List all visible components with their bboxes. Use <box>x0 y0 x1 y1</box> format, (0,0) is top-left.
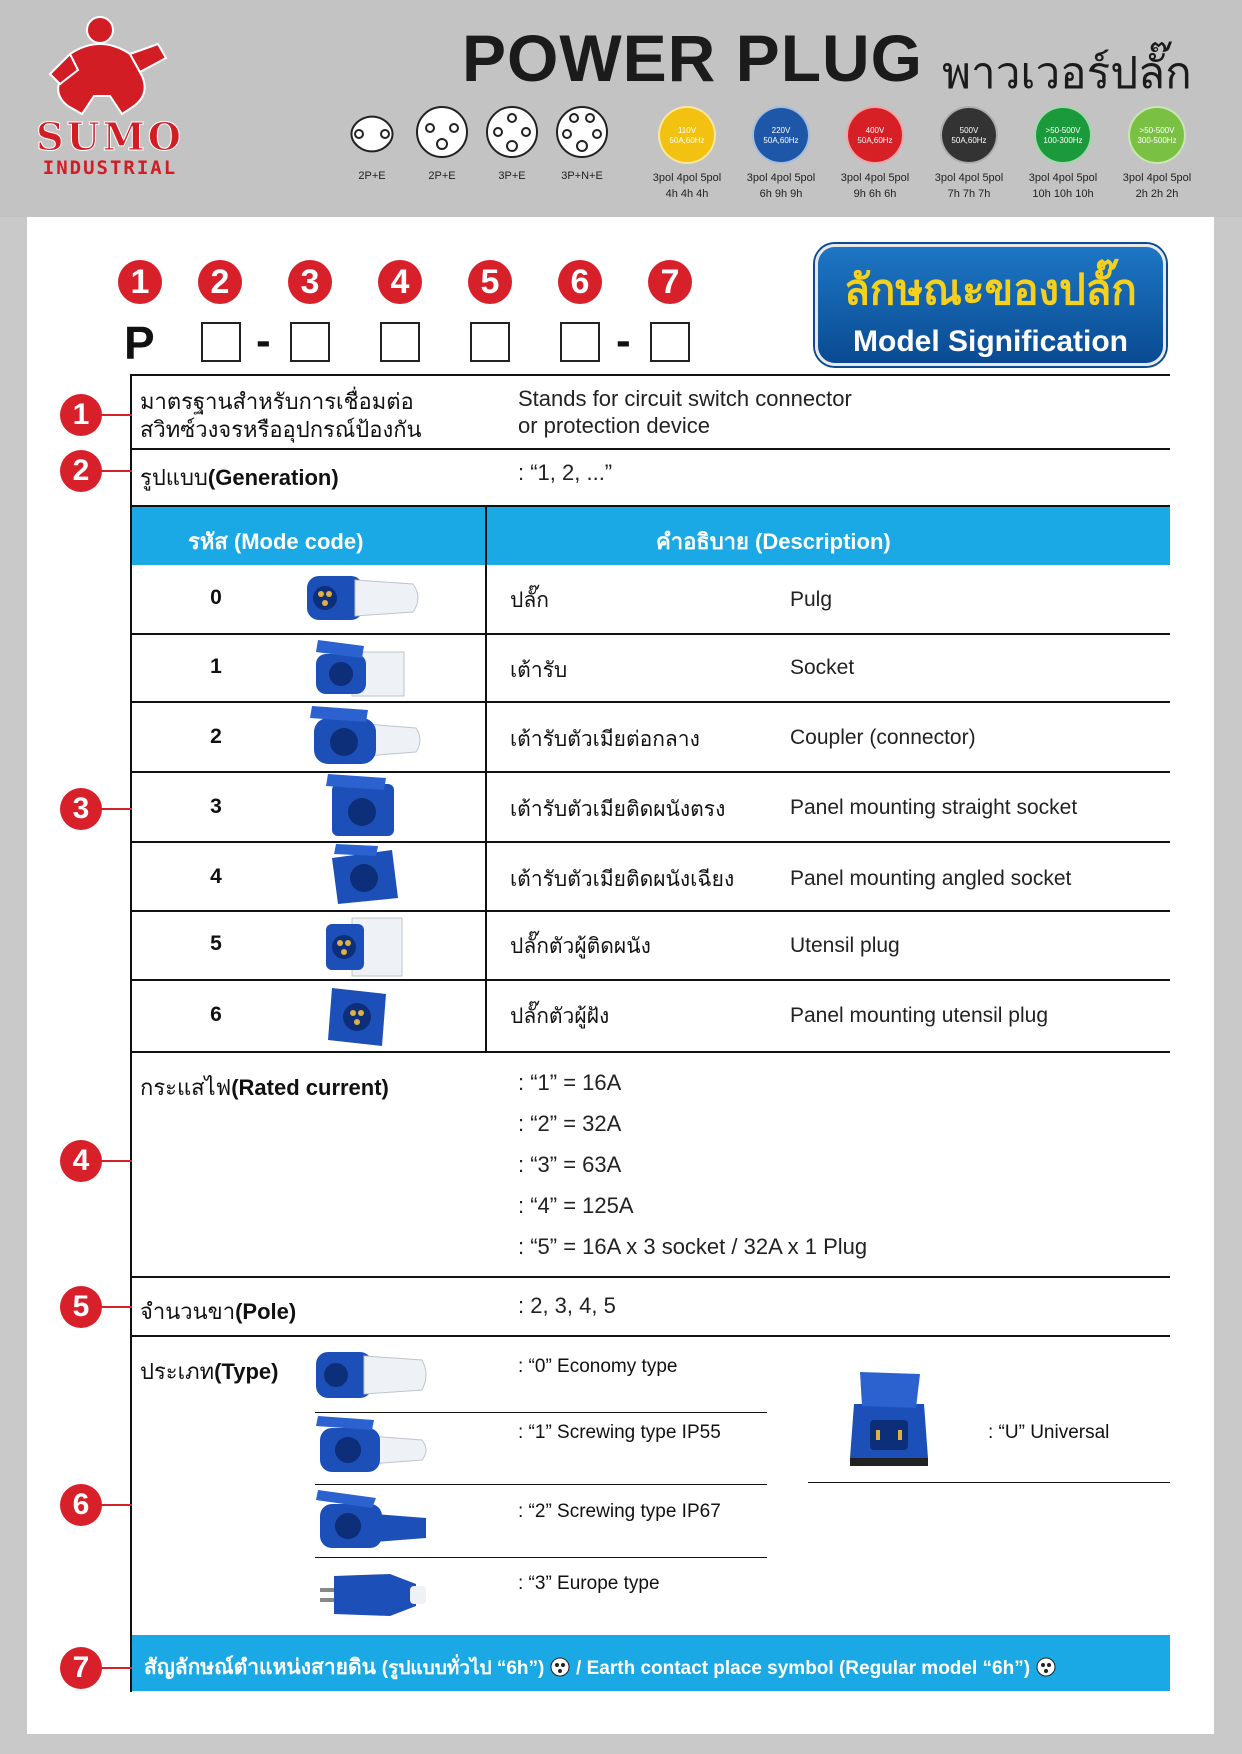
mode-table-column-divider <box>485 507 487 1052</box>
pole-labels: 3pol 4pol 5pol <box>746 172 816 184</box>
pole-hours <box>1016 170 1110 202</box>
hour-labels: 10h 10h 10h <box>1032 188 1094 200</box>
table-left-border <box>130 374 132 1692</box>
divider <box>130 1276 1170 1278</box>
code-digit-7: 7 <box>648 260 692 304</box>
mode-desc-en: Panel mounting straight socket <box>790 796 1078 819</box>
voltage-value: >50-500V <box>1139 126 1175 135</box>
row4-label-thai: กระแสไฟ <box>140 1075 232 1100</box>
mode-code: 4 <box>210 865 222 888</box>
divider <box>130 374 1170 376</box>
marker-stem <box>100 1504 132 1506</box>
europe-plug-icon <box>320 1566 428 1622</box>
current-option: : “1” = 16A <box>518 1070 622 1095</box>
universal-type: : “U” Universal <box>988 1422 1110 1443</box>
socket-pin-icon <box>414 104 470 160</box>
mode-code: 3 <box>210 795 222 818</box>
divider <box>130 448 1170 450</box>
mode-code: 5 <box>210 932 222 955</box>
row1-desc-2: or protection device <box>518 413 710 438</box>
voltage-value: 400V <box>865 126 885 135</box>
mode-code-header-en: (Mode code) <box>233 529 364 554</box>
socket-pin-icon <box>344 104 400 160</box>
pole-labels: 3pol 4pol 5pol <box>840 172 910 184</box>
marker-stem <box>100 808 132 810</box>
row5-label <box>140 1294 296 1329</box>
row1-label-thai-1: มาตรฐานสำหรับการเชื่อมต่อ <box>140 389 414 414</box>
utensil-plug-icon <box>322 914 406 978</box>
description-header <box>656 524 891 559</box>
table-row-divider <box>130 910 1170 912</box>
earth-contact-thai-note: (รูปแบบทั่วไป “6h”) <box>381 1658 545 1679</box>
section-marker-4: 4 <box>60 1140 102 1182</box>
code-box-3 <box>290 322 330 362</box>
ip55-plug-icon <box>314 1414 430 1476</box>
mode-desc-en: Utensil plug <box>790 934 900 957</box>
row4-label <box>140 1070 389 1105</box>
voltage-value: 500V <box>959 126 979 135</box>
row1-desc-1: Stands for circuit switch connector <box>518 386 852 411</box>
sumo-logo <box>30 14 190 189</box>
voltage-500v <box>922 106 1016 202</box>
pole-labels: 3pol 4pol 5pol <box>934 172 1004 184</box>
mode-code: 6 <box>210 1003 222 1026</box>
code-digit-6: 6 <box>558 260 602 304</box>
brand-name: SUMO <box>36 114 184 159</box>
code-box-5 <box>470 322 510 362</box>
page-title-thai: พาวเวอร์ปลั๊ก <box>942 49 1192 98</box>
mode-desc-thai: ปลั๊กตัวผู้ติดผนัง <box>510 935 651 958</box>
divider <box>130 1335 1170 1337</box>
divider <box>808 1482 1170 1483</box>
sumo-wrestler-icon <box>30 14 190 124</box>
section-marker-1: 1 <box>60 394 102 436</box>
pole-hours <box>640 170 734 202</box>
row2-label-thai: รูปแบบ <box>140 465 208 490</box>
code-dash: - <box>616 316 631 365</box>
row6-label-en: (Type) <box>214 1359 279 1384</box>
coupler-icon <box>308 704 424 768</box>
hour-labels: 4h 4h 4h <box>665 188 709 200</box>
code-prefix: P <box>124 317 155 369</box>
voltage-frequency: 50A,60Hz <box>857 136 893 145</box>
current-option: : “4” = 125A <box>518 1193 634 1218</box>
socket-label: 3P+N+E <box>561 170 603 182</box>
earth-contact-thai: สัญลักษณ์ตำแหน่งสายดิน <box>144 1656 376 1679</box>
pole-labels: 3pol 4pol 5pol <box>652 172 722 184</box>
divider <box>315 1412 767 1413</box>
hour-labels: 9h 6h 6h <box>853 188 897 200</box>
brand-subtitle: INDUSTRIAL <box>42 157 178 179</box>
code-box-4 <box>380 322 420 362</box>
row4-label-en: (Rated current) <box>231 1075 389 1100</box>
voltage-110v <box>640 106 734 202</box>
current-option: : “3” = 63A <box>518 1152 622 1177</box>
mode-desc-thai: เต้ารับตัวเมียต่อกลาง <box>510 728 700 751</box>
socket-pin-icon <box>554 104 610 160</box>
socket-diagram-3pne <box>552 104 612 182</box>
panel-straight-socket-icon <box>324 774 400 838</box>
row5-label-en: (Pole) <box>235 1299 297 1324</box>
code-dash: - <box>256 316 271 365</box>
voltage-badge <box>846 106 904 164</box>
mode-code: 0 <box>210 586 222 609</box>
hour-labels: 2h 2h 2h <box>1135 188 1179 200</box>
hour-labels: 6h 9h 9h <box>759 188 803 200</box>
voltage-badge <box>658 106 716 164</box>
marker-stem <box>100 1667 132 1669</box>
voltage-400v <box>828 106 922 202</box>
socket-icon <box>312 638 408 698</box>
table-row-divider <box>130 841 1170 843</box>
voltage-frequency: 300-500Hz <box>1137 136 1177 145</box>
description-header-thai: คำอธิบาย <box>656 529 749 554</box>
code-box-2 <box>201 322 241 362</box>
mode-desc-thai: เต้ารับตัวเมียติดผนังเฉียง <box>510 868 735 891</box>
socket-diagram-2pe-a <box>342 104 402 182</box>
description-header-en: (Description) <box>755 529 891 554</box>
earth-contact-icon <box>550 1656 570 1679</box>
marker-stem <box>100 1306 132 1308</box>
voltage-50-500v-high <box>1110 106 1204 202</box>
row5-label-thai: จำนวนขา <box>140 1299 236 1324</box>
row2-value: : “1, 2, ...” <box>518 460 613 485</box>
code-digit-3: 3 <box>288 260 332 304</box>
code-digit-5: 5 <box>468 260 512 304</box>
hour-labels: 7h 7h 7h <box>947 188 991 200</box>
mode-desc-en: Panel mounting utensil plug <box>790 1004 1049 1027</box>
section-marker-2: 2 <box>60 450 102 492</box>
table-row-divider <box>130 979 1170 981</box>
voltage-value: >50-500V <box>1045 126 1081 135</box>
voltage-badge <box>940 106 998 164</box>
mode-desc-thai: ปลั๊กตัวผู้ฝัง <box>510 1005 610 1028</box>
page-title: POWER PLUG <box>462 21 924 95</box>
code-digit-4: 4 <box>378 260 422 304</box>
table-row-divider <box>130 701 1170 703</box>
mode-code-header <box>188 524 363 559</box>
banner-title: Model Signification <box>853 325 1128 358</box>
socket-diagram-3pe <box>482 104 542 182</box>
socket-label: 2P+E <box>428 170 456 182</box>
divider <box>315 1484 767 1485</box>
voltage-frequency: 100-300Hz <box>1043 136 1083 145</box>
code-digit-1: 1 <box>118 260 162 304</box>
voltage-badge <box>752 106 810 164</box>
panel-utensil-plug-icon <box>326 984 392 1050</box>
pole-hours <box>828 170 922 202</box>
table-row-divider <box>130 771 1170 773</box>
voltage-badge <box>1034 106 1092 164</box>
plug-icon <box>305 570 425 626</box>
marker-stem <box>100 470 132 472</box>
voltage-frequency: 50A,60Hz <box>669 136 705 145</box>
panel-angled-socket-icon <box>328 844 400 906</box>
section-marker-7: 7 <box>60 1647 102 1689</box>
pole-labels: 3pol 4pol 5pol <box>1122 172 1192 184</box>
type-option: : “0” Economy type <box>518 1356 678 1377</box>
economy-plug-icon <box>314 1346 430 1404</box>
code-digit-2: 2 <box>198 260 242 304</box>
voltage-value: 220V <box>771 126 791 135</box>
current-option: : “5” = 16A x 3 socket / 32A x 1 Plug <box>518 1234 868 1259</box>
socket-label: 3P+E <box>498 170 526 182</box>
row1-label-thai-2: สวิทซ์วงจรหรืออุปกรณ์ป้องกัน <box>140 417 422 442</box>
type-option: : “1” Screwing type IP55 <box>518 1422 721 1443</box>
section-marker-6: 6 <box>60 1484 102 1526</box>
mode-desc-thai: เต้ารับ <box>510 659 568 682</box>
mode-code: 1 <box>210 655 222 678</box>
banner-title-thai: ลักษณะของปลั๊ก <box>844 266 1137 313</box>
model-signification-banner <box>815 244 1166 366</box>
section-marker-3: 3 <box>60 788 102 830</box>
type-option: : “2” Screwing type IP67 <box>518 1501 721 1522</box>
pole-hours <box>922 170 1016 202</box>
section-marker-5: 5 <box>60 1286 102 1328</box>
voltage-badge <box>1128 106 1186 164</box>
voltage-frequency: 50A,60Hz <box>763 136 799 145</box>
ip67-plug-icon <box>314 1488 430 1552</box>
row5-value: : 2, 3, 4, 5 <box>518 1293 616 1318</box>
socket-label: 2P+E <box>358 170 386 182</box>
header <box>0 0 1242 217</box>
table-row-divider <box>130 633 1170 635</box>
type-option: : “3” Europe type <box>518 1573 660 1594</box>
pole-hours <box>734 170 828 202</box>
voltage-50-500v-low <box>1016 106 1110 202</box>
mode-desc-en: Pulg <box>790 588 833 611</box>
mode-desc-en: Panel mounting angled socket <box>790 867 1072 890</box>
voltage-220v <box>734 106 828 202</box>
marker-stem <box>100 414 132 416</box>
universal-socket-icon <box>846 1370 932 1468</box>
row6-label <box>140 1354 279 1389</box>
socket-pin-icon <box>484 104 540 160</box>
code-box-6 <box>560 322 600 362</box>
mode-code-header-thai: รหัส <box>188 529 228 554</box>
socket-diagram-2pe-b <box>412 104 472 182</box>
mode-desc-thai: ปลั๊ก <box>510 589 549 612</box>
mode-desc-en: Coupler (connector) <box>790 726 976 749</box>
marker-stem <box>100 1160 132 1162</box>
pole-hours <box>1110 170 1204 202</box>
divider <box>130 1051 1170 1053</box>
earth-contact-icon <box>1036 1656 1056 1679</box>
code-box-7 <box>650 322 690 362</box>
earth-contact-en: / Earth contact place symbol (Regular model “6h”) <box>576 1658 1031 1679</box>
divider <box>315 1557 767 1558</box>
mode-desc-en: Socket <box>790 656 855 679</box>
voltage-value: 110V <box>677 126 697 135</box>
current-option: : “2” = 32A <box>518 1111 622 1136</box>
row2-label-en: (Generation) <box>207 465 339 490</box>
mode-desc-thai: เต้ารับตัวเมียติดผนังตรง <box>510 798 726 821</box>
earth-contact-label <box>144 1651 1056 1684</box>
row2-label <box>140 460 339 495</box>
mode-code: 2 <box>210 725 222 748</box>
row6-label-thai: ประเภท <box>140 1359 215 1384</box>
pole-labels: 3pol 4pol 5pol <box>1028 172 1098 184</box>
voltage-frequency: 50A,60Hz <box>951 136 987 145</box>
